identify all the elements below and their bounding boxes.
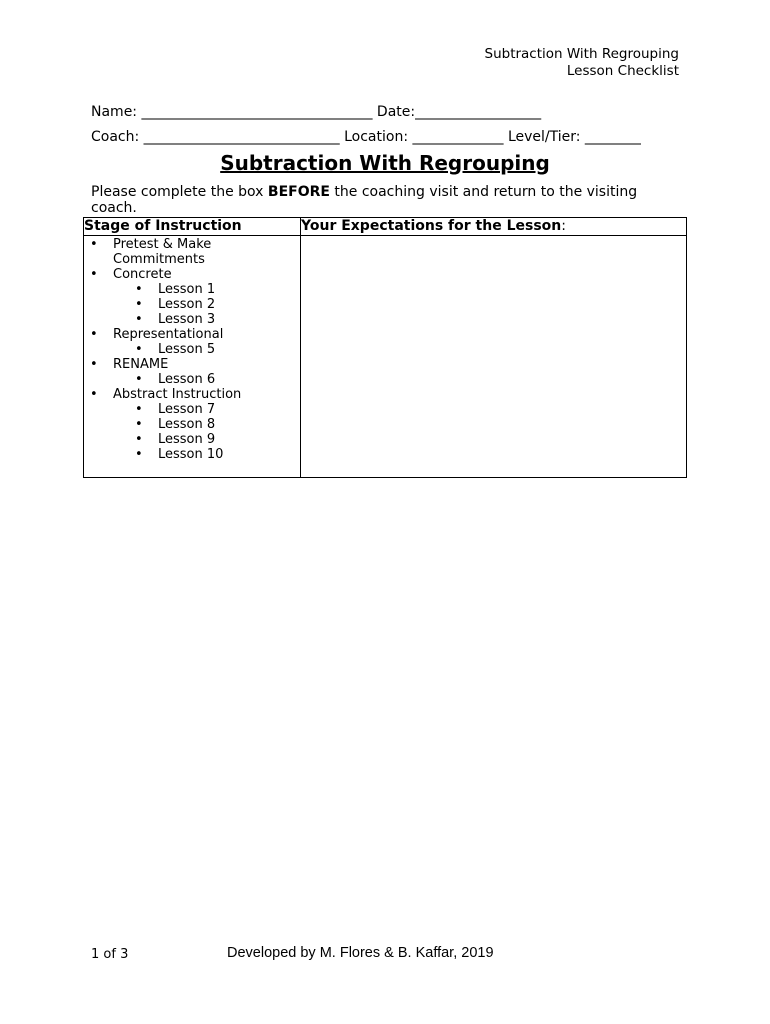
expectations-entry-box[interactable] bbox=[301, 236, 687, 478]
stage-item bbox=[84, 357, 300, 387]
lesson-list bbox=[113, 402, 300, 462]
stages-cell bbox=[84, 236, 301, 478]
lesson-list bbox=[113, 282, 300, 327]
lesson-item: • Lesson 5 bbox=[113, 342, 300, 357]
stage-label: Concrete bbox=[113, 267, 172, 282]
table-header-row bbox=[84, 218, 687, 236]
footer-credit: Developed by M. Flores & B. Kaffar, 2019 bbox=[227, 945, 494, 961]
name-date-line[interactable]: Name: _________________________________ Date:__________________ bbox=[91, 104, 542, 120]
lesson-item: • Lesson 3 bbox=[113, 312, 300, 327]
lesson-item: • Lesson 6 bbox=[113, 372, 300, 387]
stage-label: Abstract Instruction bbox=[113, 387, 242, 402]
coach-location-level-line[interactable]: Coach: ____________________________ Location: _____________ Level/Tier: ________ bbox=[91, 129, 641, 145]
expectations-header bbox=[301, 218, 687, 236]
document-header bbox=[485, 46, 680, 80]
lesson-item: • Lesson 7 bbox=[113, 402, 300, 417]
stage-of-instruction-header: Stage of Instruction bbox=[84, 218, 301, 236]
stage-item bbox=[84, 237, 300, 267]
instructions-text-before: Please complete the box bbox=[91, 184, 268, 200]
instructions-emphasis: BEFORE bbox=[267, 184, 330, 200]
lesson-checklist-table bbox=[83, 217, 687, 478]
page-title: Subtraction With Regrouping bbox=[220, 151, 550, 175]
stage-list bbox=[84, 237, 300, 462]
lesson-item: • Lesson 9 bbox=[113, 432, 300, 447]
lesson-list bbox=[113, 342, 300, 357]
page-number: 1 of 3 bbox=[91, 947, 129, 962]
lesson-item: • Lesson 1 bbox=[113, 282, 300, 297]
lesson-item: • Lesson 2 bbox=[113, 297, 300, 312]
stage-item bbox=[84, 387, 300, 462]
header-title: Subtraction With Regrouping bbox=[484, 46, 679, 62]
stage-label: RENAME bbox=[113, 357, 169, 372]
instructions-text-after: the coaching visit and return to the visiting coach. bbox=[91, 184, 638, 216]
stage-label: Pretest & Make Commitments bbox=[113, 237, 212, 267]
expectations-header-label: Your Expectations for the Lesson bbox=[301, 218, 562, 234]
expectations-header-colon: : bbox=[561, 218, 566, 234]
table-body-row bbox=[84, 236, 687, 478]
lesson-list bbox=[113, 372, 300, 387]
lesson-item: • Lesson 8 bbox=[113, 417, 300, 432]
stage-item bbox=[84, 267, 300, 327]
header-subtitle: Lesson Checklist bbox=[566, 63, 679, 79]
stage-item bbox=[84, 327, 300, 357]
stage-label: Representational bbox=[113, 327, 224, 342]
lesson-item: • Lesson 10 bbox=[113, 447, 300, 462]
instructions bbox=[91, 184, 666, 216]
